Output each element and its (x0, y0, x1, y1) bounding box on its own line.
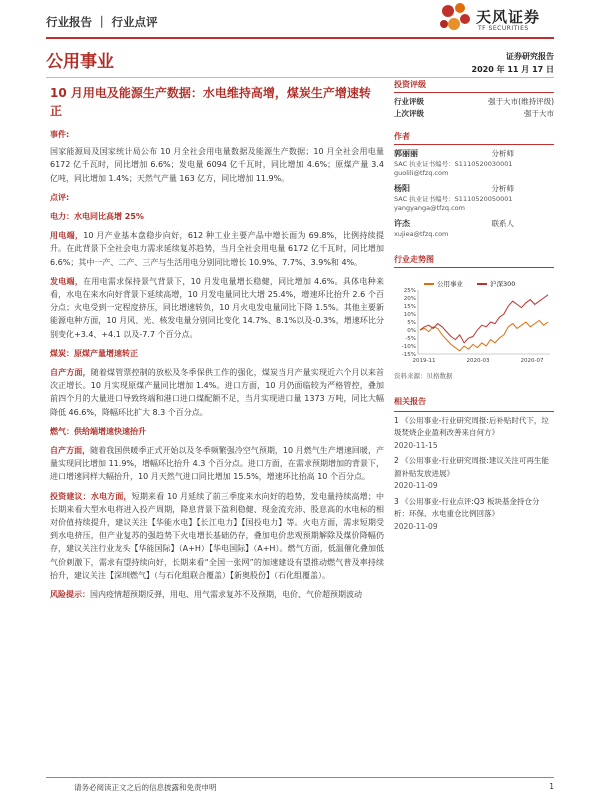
footer-disclaimer: 请务必阅读正文之后的信息披露和免责申明 (74, 783, 217, 792)
related-title[interactable]: 3 《公用事业-行业点评:Q3 板块基金持仓分析：环保、水电重仓比例回落》 (394, 496, 540, 518)
y-tick-label: 10% (403, 312, 416, 318)
y-tick-label: -5% (405, 336, 416, 342)
brand-logo (438, 2, 558, 36)
header-rule (46, 37, 554, 39)
related-item[interactable] (394, 455, 554, 493)
lead-text: 自产方面， (50, 446, 91, 456)
lead-text: 风险提示： (50, 590, 90, 600)
author-name: 郭丽丽 (394, 149, 418, 158)
x-tick-label: 2019-11 (412, 358, 436, 364)
y-tick-label: 25% (403, 288, 416, 294)
related-title[interactable]: 1 《公用事业-行业研究周报:后补贴时代下，垃圾焚烧企业盈利改善来自何方》 (394, 415, 549, 437)
comment-heading: 点评: (50, 192, 70, 202)
para-text: 短期来看 10 月延续了前三季度来水向好的趋势，发电量持续高增；中长期来看大型水电将进入投产周期，降息背景下盈利稳健、现金流充沛、股息高的水电标的相对价值持续提升，建议关注【华能水电】【长江电力】【国投电力】等。火电方面，需求短期受到水电挤压，但产业复苏的强趋势下火电增长基础仍存，叠加电价悲观预期解除及煤价降幅仍存，建议关注行业龙头【华能国际】（A+H）【华电国际】（A+H）。燃气方面，低温催化叠加低气价刺激下，需求有望持续向好，长期来看“全国一张网”的加速建设有望推动燃气普及率持续抬升，建议关注【深圳燃气】（与石化组联合覆盖）【新奥股份】（石化组覆盖）。 (50, 491, 385, 580)
footer-rule (46, 777, 554, 778)
related-date: 2020-11-09 (394, 521, 438, 531)
chart-source: 资料来源：贝格数据 (394, 372, 453, 380)
author-heading: 作者 (394, 131, 554, 145)
legend-series-2: 沪深300 (477, 279, 515, 288)
event-heading: 事件: (50, 130, 70, 139)
legend-series-1: 公用事业 (424, 279, 463, 288)
investment-paragraph (50, 490, 384, 582)
section-coal-heading: 煤炭：原煤产量增速转正 (50, 348, 138, 358)
author-cert: SAC 执业证书编号：S1110520050001 (394, 195, 513, 203)
report-label: 证券研究报告 (506, 52, 554, 61)
rating-label: 行业评级 (394, 97, 424, 106)
related-item[interactable] (394, 415, 554, 453)
rating-value: 强于大市(维持评级) (488, 97, 554, 106)
logo-en: TF SECURITIES (478, 25, 529, 32)
rating-heading: 投资评级 (394, 79, 554, 93)
y-tick-label: 15% (403, 304, 416, 310)
author-entry (394, 183, 554, 213)
trend-chart (394, 278, 554, 368)
section-power-heading: 电力：水电同比高增 25% (50, 212, 144, 222)
related-title[interactable]: 2 《公用事业-行业研究周报:建议关注可再生能源补贴发放进展》 (394, 456, 549, 478)
author-email[interactable]: xujiea@tfzq.com (394, 230, 449, 238)
logo-icon (438, 2, 474, 36)
y-tick-label: 0% (407, 328, 416, 334)
power-demand-paragraph (50, 229, 384, 269)
main-body (50, 128, 384, 607)
chart-legend (424, 279, 515, 288)
related-date: 2020-11-09 (394, 481, 438, 490)
trend-heading: 行业走势图 (394, 254, 554, 268)
author-entry (394, 148, 554, 178)
y-tick-label: 5% (407, 320, 416, 326)
author-entry (394, 218, 554, 239)
report-date: 2020 年 11 月 17 日 (471, 65, 554, 74)
x-tick-label: 2020-03 (466, 358, 490, 364)
rating-row (394, 96, 554, 108)
report-title: 10 月用电及能源生产数据：水电维持高增，煤炭生产增速转正 (50, 86, 371, 118)
rating-panel (394, 79, 554, 120)
para-text: 在用电需求保持景气背景下，10 月发电量增长稳健，同比增加 4.6%。具体电种来看，水电在来水向好背景下延续高增，10 月发电量同比大增 25.4%，增速环比抬升 2.6 个百分点；火电受到一定程度挤压，同比增速转负，10 月火电发电量同比下降 1.5%。其他主要新能源电种方面，10 月风、光、核发电量分别同比变化 14.7%、8.1%以及-0.3%，增速环比分别变化+3.4、+4.1 以及-7.7 个百分点。 (50, 276, 385, 339)
author-role: 分析师 (491, 184, 514, 193)
lead-text: 自产方面， (50, 368, 91, 378)
series-line-2 (420, 295, 548, 343)
logo-cn: 天风证券 (476, 8, 541, 26)
power-supply-paragraph (50, 275, 384, 341)
chart-canvas (394, 278, 554, 368)
y-tick-label: 20% (403, 296, 416, 302)
trend-panel (394, 254, 554, 271)
author-role: 分析师 (491, 149, 514, 158)
author-role: 联系人 (491, 219, 514, 228)
author-email[interactable]: guolili@tfzq.com (394, 169, 449, 177)
risk-paragraph (50, 588, 384, 601)
gas-paragraph (50, 444, 384, 484)
lead-text: 投资建议：水电方面， (50, 491, 132, 501)
lead-text: 用电端， (50, 231, 84, 241)
para-text: 10 月产业基本盘稳步向好，612 种工业主要产品中增长面为 69.8%，比例持续提升。在此背景下全社会电力需求延续复苏趋势，当月全社会用电量 6172 亿千瓦时，同比增加 6.6%；其中一产、二产、三产与生活用电分别同比增长 10.9%、7.7%、3.9%和 4%。 (50, 231, 384, 267)
x-tick-label: 2020-07 (520, 358, 544, 364)
prev-rating-row (394, 108, 554, 120)
coal-paragraph (50, 366, 384, 419)
event-text: 国家能源局及国家统计局公布 10 月全社会用电量数据及能源生产数据；10 月全社会用电量 6172 亿千瓦时，同比增加 6.6%；发电量 6094 亿千瓦时，同比增加 4.6%；原煤产量 3.4 亿吨，同比增加 1.4%；天然气产量 163 亿方，同比增加 11.9%。 (50, 147, 384, 183)
related-reports (394, 396, 554, 536)
author-cert: SAC 执业证书编号：S1110520030001 (394, 160, 513, 168)
prev-rating-value: 强于大市 (524, 109, 554, 118)
industry-name: 公用事业 (46, 52, 114, 72)
y-tick-label: -15% (401, 352, 416, 358)
lead-text: 发电端， (50, 276, 84, 286)
para-text: 随着煤管票控制的放松及冬季保供工作的强化，煤炭当月产量实现近六个月以来首次正增长。10 月实现原煤产量同比增加 1.4%。进口方面，10 月仍面临较为严格管控，叠加前四个月的大量进口导致终端和港口进口煤配额不足，当月实现进口量 1373 万吨，同比大幅降低 46.6%，降幅环比扩大 8.3 个百分点。 (50, 368, 384, 417)
related-heading: 相关报告 (394, 396, 554, 412)
event-section (50, 128, 384, 185)
author-name: 杨阳 (394, 184, 410, 193)
section-gas-heading: 燃气：供给端增速快速抬升 (50, 426, 146, 436)
author-name: 许杰 (394, 219, 410, 228)
page-number: 1 (549, 782, 554, 791)
related-date: 2020-11-15 (394, 440, 438, 450)
header-divider (46, 77, 554, 78)
author-email[interactable]: yangyanga@tfzq.com (394, 204, 465, 212)
y-tick-label: -10% (401, 344, 416, 350)
para-text: 国内疫情超预期反弹，用电、用气需求复苏不及预期，电价、气价超预期波动 (90, 590, 362, 600)
para-text: 随着我国供暖季正式开始以及冬季频繁强冷空气预期，10 月燃气生产增速回暖，产量实现同比增加 11.9%，增幅环比抬升 4.3 个百分点。进口方面，在需求预期增加的背景下，进口增速同样大幅抬升，10 月天然气进口同比增加 15.5%，增速环比抬高 10 个百分点。 (50, 446, 384, 482)
related-item[interactable] (394, 496, 554, 534)
author-panel (394, 131, 554, 239)
prev-rating-label: 上次评级 (394, 109, 424, 118)
report-type: 行业报告 ｜ 行业点评 (46, 15, 158, 29)
